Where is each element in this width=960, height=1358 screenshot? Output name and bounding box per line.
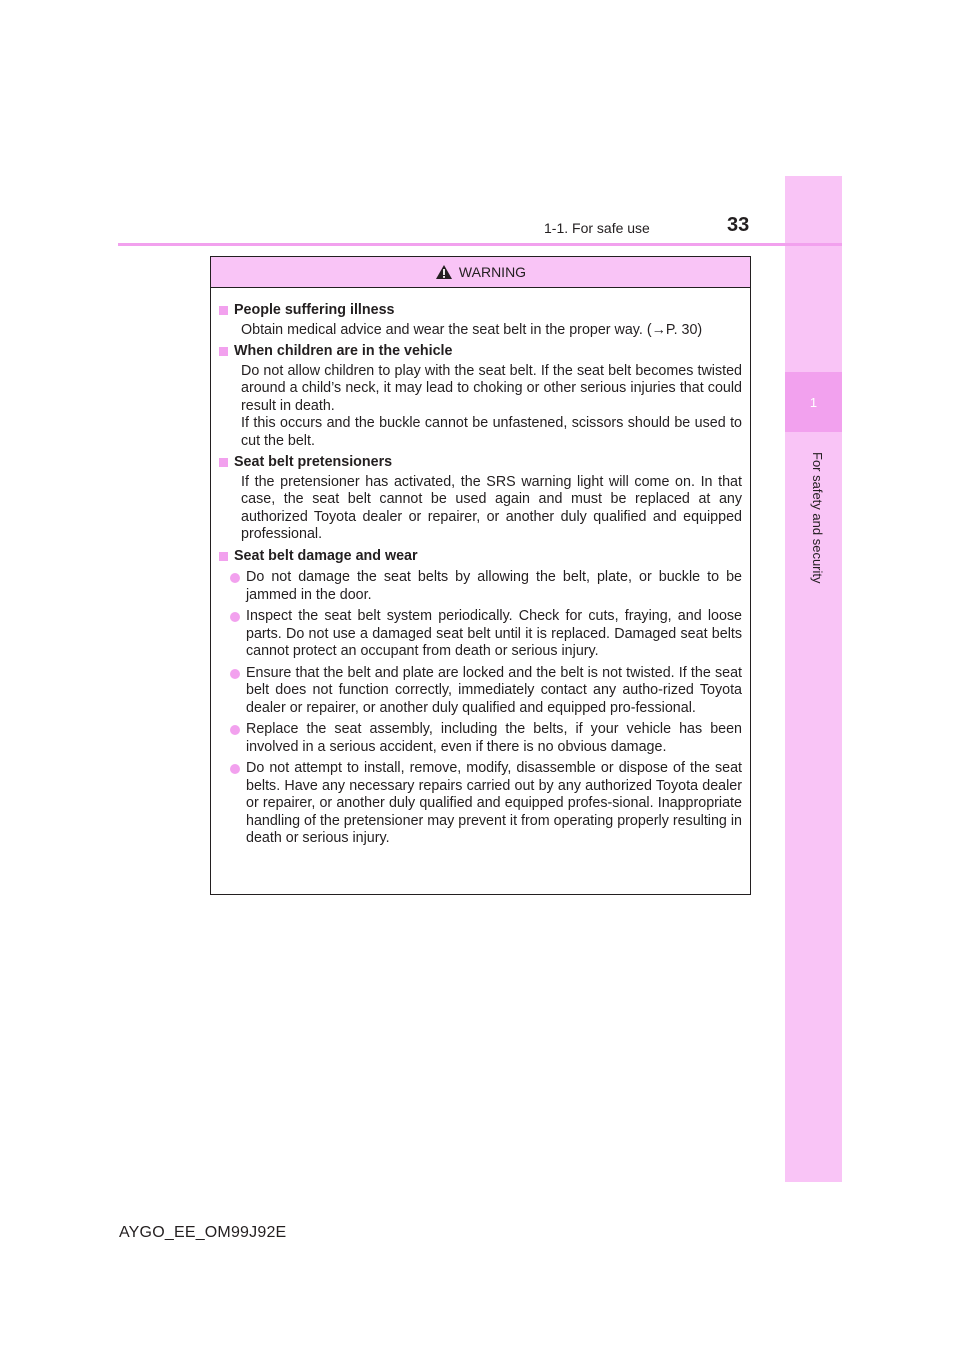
section-heading: When children are in the vehicle [234,343,453,359]
list-item: Ensure that the belt and plate are locked and the belt is not twisted. If the seat belt does not function correctly, immediately contact any autho-rized Toyota dealer or repairer, or another duly qualified and equipped pro-fessional. [219,665,742,718]
round-bullet-icon [230,669,240,679]
round-bullet-icon [230,725,240,735]
square-bullet-icon [219,552,228,561]
section-heading: People suffering illness [234,302,395,318]
section-text: If the pretensioner has activated, the SRS warning light will come on. In that case, the seat belt cannot be used again and must be replaced at any authorized Toyota dealer or repairer, or another duly qualified and equipped professional. [241,473,742,542]
warning-box [210,256,751,895]
warning-body [211,288,750,848]
section-damage-wear [219,548,742,848]
section-text: Do not allow children to play with the seat belt. If the seat belt becomes twisted around a child’s neck, it may lead to choking or other serious injuries that could result in death. [241,362,742,414]
side-tab-number: 1 [809,394,818,410]
section-text: Obtain medical advice and wear the seat belt in the proper way. (→P. 30) [241,321,703,338]
warning-title: WARNING [458,264,527,280]
section-children [219,343,742,450]
section-text: If this occurs and the buckle cannot be unfastened, scissors should be used to cut the belt. [241,415,742,449]
square-bullet-icon [219,306,228,315]
round-bullet-icon [230,612,240,622]
section-illness [219,302,742,339]
list-item: Inspect the seat belt system periodically. Check for cuts, fraying, and loose parts. Do not use a damaged seat belt until it is replaced. Damaged seat belts cannot protect an occupant from death or serious injury. [219,608,742,661]
header-rule [118,243,842,246]
list-item: Replace the seat assembly, including the belts, if your vehicle has been involved in a serious accident, even if there is no obvious damage. [219,721,742,756]
list-item: Do not attempt to install, remove, modify, disassemble or dispose of the seat belts. Have any necessary repairs carried out by any authorized Toyota dealer or repairer, or another duly qualified and equipped profes-sional. Inappropriate handling of the pretensioner may prevent it from operating properly resulting in death or serious injury. [219,760,742,848]
side-tab [785,176,842,1182]
round-bullet-icon [230,573,240,583]
section-heading: Seat belt pretensioners [234,454,393,470]
document-code: AYGO_EE_OM99J92E [119,1224,287,1241]
warning-triangle-icon [435,264,453,280]
page-number: 33 [727,214,750,236]
square-bullet-icon [219,347,228,356]
header-section-title: 1-1. For safe use [544,220,650,236]
square-bullet-icon [219,458,228,467]
section-heading: Seat belt damage and wear [234,547,418,564]
warning-header [211,257,750,288]
list-item: Do not damage the seat belts by allowing the belt, plate, or buckle to be jammed in the door. [219,569,742,604]
round-bullet-icon [230,764,240,774]
section-pretensioners [219,454,742,544]
side-tab-label: For safety and security [810,452,825,584]
